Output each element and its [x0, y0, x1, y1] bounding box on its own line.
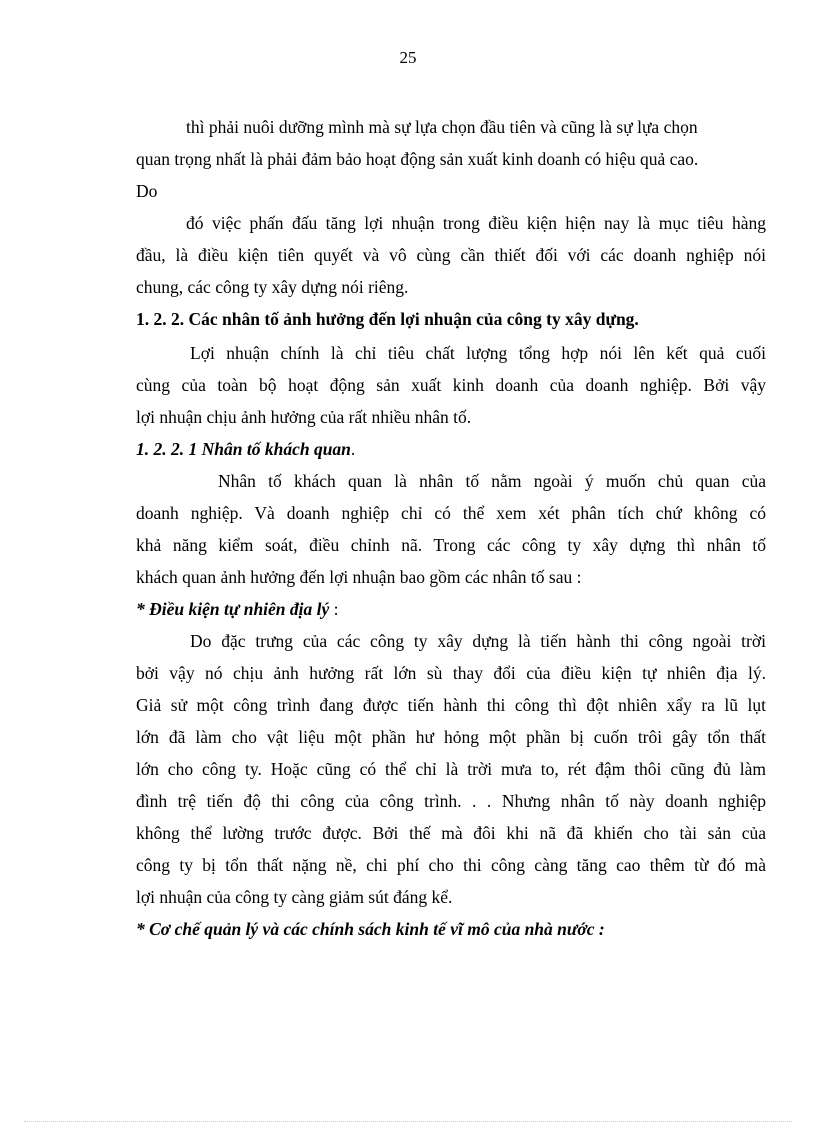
subsection-heading-text: 1. 2. 2. 1 Nhân tố khách quan	[136, 439, 351, 459]
bullet-heading: * Cơ chế quản lý và các chính sách kinh tế vĩ mô của nhà nước :	[136, 919, 605, 939]
bullet-heading	[136, 598, 339, 620]
paragraph-line: khách quan ảnh hưởng đến lợi nhuận bao gồm các nhân tố sau :	[136, 567, 582, 587]
paragraph-line: lợi nhuận của công ty càng giảm sút đáng kể.	[136, 887, 453, 907]
paragraph-line: khả năng kiểm soát, điều chỉnh nã. Trong các công ty xây dựng thì nhân tố	[136, 535, 766, 555]
paragraph-line: lợi nhuận chịu ảnh hưởng của rất nhiều nhân tố.	[136, 407, 472, 427]
paragraph-line: Nhân tố khách quan là nhân tố nằm ngoài ý muốn chủ quan của	[218, 471, 766, 491]
paragraph-line: đình trệ tiến độ thi công của công trình. . . Nhưng nhân tố này doanh nghiệp	[136, 791, 766, 811]
paragraph-line: bởi vậy nó chịu ảnh hưởng rất lớn sù thay đổi của điều kiện tự nhiên địa lý.	[136, 663, 766, 683]
paragraph-line: đó việc phấn đấu tăng lợi nhuận trong điều kiện hiện nay là mục tiêu hàng	[186, 213, 766, 233]
bullet-heading-suffix: :	[329, 599, 339, 619]
paragraph-line: công ty bị tổn thất nặng nề, chi phí cho thi công càng tăng cao thêm từ đó mà	[136, 855, 766, 875]
paragraph-line: không thể lường trước được. Bởi thế mà đôi khi nã đã khiến cho tài sản của	[136, 823, 766, 843]
subsection-heading	[136, 438, 355, 460]
paragraph-line: Do đặc trưng của các công ty xây dựng là tiến hành thi công ngoài trời	[190, 631, 766, 651]
paragraph-line: Giả sử một công trình đang được tiến hành thi công thì đột nhiên xẩy ra lũ lụt	[136, 695, 766, 715]
paragraph-line: chung, các công ty xây dựng nói riêng.	[136, 277, 409, 297]
paragraph-line: quan trọng nhất là phải đảm bảo hoạt động sản xuất kinh doanh có hiệu quả cao.	[136, 149, 699, 169]
paragraph-line: lớn cho công ty. Hoặc cũng có thể chỉ là trời mưa to, rét đậm thôi cũng đủ làm	[136, 759, 766, 779]
paragraph-line: lớn đã làm cho vật liệu một phần hư hỏng một phần bị cuốn trôi gây tổn thất	[136, 727, 766, 747]
paragraph-line: Lợi nhuận chính là chỉ tiêu chất lượng tổng hợp nói lên kết quả cuối	[190, 343, 766, 363]
page-number: 25	[399, 48, 417, 67]
paragraph-line: thì phải nuôi dưỡng mình mà sự lựa chọn đầu tiên và cũng là sự lựa chọn	[186, 117, 698, 137]
subsection-heading-suffix: .	[350, 439, 356, 459]
section-heading: 1. 2. 2. Các nhân tố ảnh hưởng đến lợi nhuận của công ty xây dựng.	[136, 309, 639, 329]
paragraph-line: đầu, là điều kiện tiên quyết và vô cùng cần thiết đối với các doanh nghiệp nói	[136, 245, 766, 265]
paragraph-line: doanh nghiệp. Và doanh nghiệp chỉ có thể xem xét phân tích chứ không có	[136, 503, 766, 523]
page-bottom-divider	[24, 1121, 792, 1122]
paragraph-line: Do	[136, 181, 158, 201]
bullet-heading-text: * Điều kiện tự nhiên địa lý	[136, 599, 330, 619]
paragraph-line: cùng của toàn bộ hoạt động sản xuất kinh doanh của doanh nghiệp. Bởi vậy	[136, 375, 766, 395]
